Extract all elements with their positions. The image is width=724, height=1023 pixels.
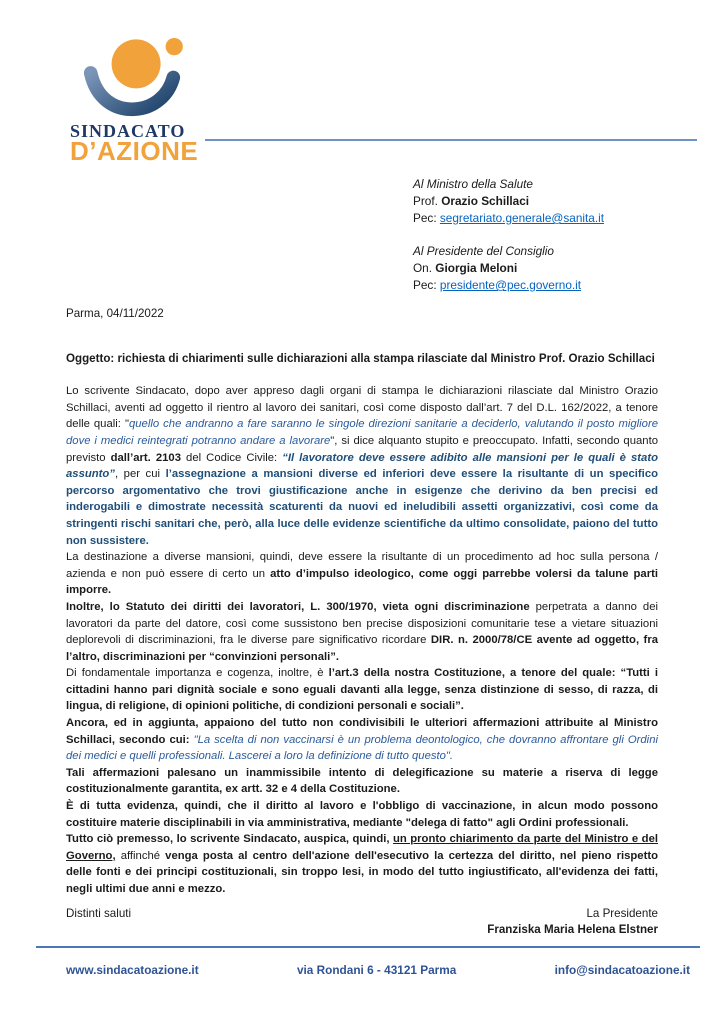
recipient-president	[413, 243, 604, 294]
footer-address: via Rondani 6 - 43121 Parma	[296, 963, 457, 977]
recipient-pec-line	[413, 210, 604, 227]
body-paragraph	[66, 798, 658, 831]
logo-sun-icon	[112, 39, 161, 88]
recipient-name: Giorgia Meloni	[435, 261, 518, 275]
recipient-block	[413, 176, 604, 310]
body-paragraph	[66, 715, 658, 765]
text-run: del Codice Civile:	[180, 451, 283, 464]
recipient-minister	[413, 176, 604, 227]
text-run: Di fondamentale importanza e cogenza, inoltre, è	[66, 667, 329, 680]
footer	[66, 962, 690, 979]
text-run: DIR. n. 2000/78/CE avente ad oggetto, fra l’altro, discriminazioni per “convinzioni personali”.	[66, 634, 658, 663]
recipient-pec-line	[413, 277, 604, 294]
text-run: , per cui	[114, 468, 166, 481]
recipient-title: On.	[413, 261, 433, 275]
salutation: Distinti saluti	[66, 906, 132, 920]
text-run: atto d’impulso ideologico, come oggi parrebbe volersi da talune parti imporre.	[66, 567, 658, 597]
footer-divider	[36, 946, 700, 948]
header-divider	[205, 139, 697, 141]
body-paragraph	[66, 599, 658, 665]
text-run: La destinazione a diverse mansioni, quindi, deve essere la risultante di un procedimento ad hoc sulla persona / azienda e non può essere di certo un	[66, 551, 658, 580]
recipient-name-line	[413, 260, 604, 277]
signature-block	[487, 906, 658, 939]
text-run: Ancora, ed in aggiunta, appaiono del tutto non condivisibili le ulteriori affermazioni attribuite al Ministro Schillaci, secondo cui:	[66, 717, 658, 746]
recipient-role: Al Ministro della Salute	[413, 177, 533, 191]
text-run: perpetrata a danno dei lavoratori da parte del datore, così come sussistono ben precise disposizioni comunitarie tese a vietare situazioni deplorevoli di discriminazioni, fra le diverse pare significativo ricordare	[66, 600, 658, 647]
body-paragraph	[66, 765, 658, 798]
body-paragraph	[66, 383, 658, 549]
text-run: Lo scrivente Sindacato, dopo aver appreso dagli organi di stampa le dichiarazioni rilasciate dal Ministro Orazio Schillaci, aventi ad oggetto il rientro al lavoro dei sanitari, così come disposto dall’art. 7 del D.L. 162/2022, a tenore delle quali: "	[66, 385, 658, 431]
logo-org-name: SINDACATO	[70, 121, 186, 141]
body-paragraph	[66, 549, 658, 599]
recipient-role: Al Presidente del Consiglio	[413, 244, 554, 258]
footer-website[interactable]: www.sindacatoazione.it	[66, 963, 199, 977]
text-run: un pronto chiarimento da parte del Ministro e del Governo,	[66, 833, 658, 862]
letter-body	[66, 383, 658, 897]
text-run: Tali affermazioni palesano un inammissibile intento di delegificazione su materie a riserva di legge costituzionalmente garantita, ex artt. 32 e 4 della Costituzione.	[66, 766, 658, 796]
text-run: Inoltre, lo Statuto dei diritti dei lavoratori, L. 300/1970, vieta ogni discriminazione	[66, 600, 530, 613]
recipient-name: Orazio Schillaci	[441, 194, 530, 208]
text-run: ", si dice alquanto stupito e preoccupato. Infatti, secondo quanto previsto	[66, 434, 658, 464]
text-run: l’art.3 della nostra Costituzione, a tenore del quale: “Tutti i cittadini hanno pari dignità sociale e sono eguali davanti alla legge, senza distinzione di sesso, di razza, di lingua, di religione, di opinioni politiche, di condizioni personali e sociali”.	[66, 667, 658, 713]
letter-content	[66, 306, 658, 939]
signer-name: Franziska Maria Helena Elstner	[487, 923, 658, 937]
body-paragraph	[66, 831, 658, 897]
text-run: “Il lavoratore deve essere adibito alle mansioni per le quali è stato assunto”	[66, 451, 658, 481]
text-run: affinché	[115, 849, 166, 862]
logo-org-subname: D’AZIONE	[70, 136, 199, 166]
pec-link-president[interactable]: presidente@pec.governo.it	[439, 278, 582, 292]
sindacato-dazione-logo	[70, 36, 199, 166]
recipient-title: Prof.	[413, 194, 438, 208]
text-run: Tutto ciò premesso, lo scrivente Sindacato, auspica, quindi,	[66, 833, 393, 846]
subject-line: Oggetto: richiesta di chiarimenti sulle dichiarazioni alla stampa rilasciate dal Ministro Prof. Orazio Schillaci	[66, 351, 655, 365]
recipient-name-line	[413, 193, 604, 210]
dateline: Parma, 04/11/2022	[66, 307, 164, 320]
text-run: quello che andranno a fare saranno le singole direzioni sanitarie a deciderlo, valutando il posto migliore dove i medici reintegrati potranno andare a lavorare	[66, 418, 658, 447]
text-run: l’assegnazione a mansioni diverse ed inferiori deve essere la risultante di un specifico percorso argomentativo che trovi giustificazione anche in esigenze che derivino da ben precisi ed inderogabili e dimostrate necessità scaturenti da nuovi ed ineludibili assetti organizzativi, così come da stringenti rischi sanitari che, però, alla luce delle evidenze scientifiche da ultimo consolidate, paiono del tutto non sussistere.	[66, 468, 659, 547]
text-run: dall’art. 2103	[110, 451, 181, 464]
text-run: "La scelta di non vaccinarsi è un problema deontologico, che dovranno affrontare gli Ordini dei medici e quelli professionali. Lascerei a loro la definizione di tutto questo".	[66, 733, 658, 763]
pec-link-minister[interactable]: segretariato.generale@sanita.it	[439, 211, 605, 225]
pec-label: Pec:	[413, 211, 437, 225]
signer-role: La Presidente	[586, 906, 658, 920]
logo-mark-icon	[78, 36, 196, 128]
logo-dot-icon	[166, 38, 183, 55]
text-run: venga posta al centro dell'azione dell'esecutivo la certezza del diritto, nel pieno rispetto delle fonti e dei principi costituzionali, sin troppo lesi, in modo del tutto ingiustificato, all'evidenza dei fatti, negli ultimi due anni e mezzo.	[66, 849, 659, 895]
text-run: È di tutta evidenza, quindi, che il diritto al lavoro e l'obbligo di vaccinazione, in alcun modo possono costituire materie disciplinabili in via amministrativa, mediante "delega di fatto" agli Ordini professionali.	[66, 800, 658, 829]
pec-label: Pec:	[413, 278, 437, 292]
closing-row	[66, 906, 658, 939]
body-paragraph	[66, 665, 658, 715]
footer-email[interactable]: info@sindacatoazione.it	[554, 963, 690, 977]
